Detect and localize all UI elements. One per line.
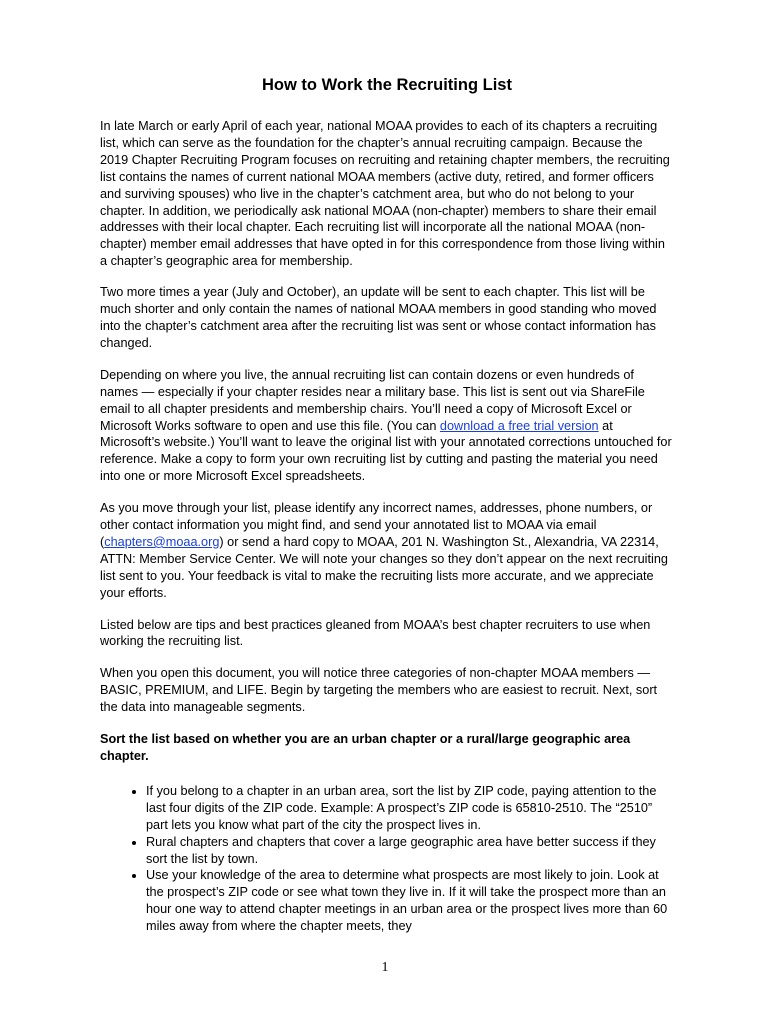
- paragraph-list-size: [100, 367, 674, 485]
- tips-list: [100, 783, 674, 935]
- paragraph-corrections: [100, 500, 674, 601]
- email-link[interactable]: chapters@moaa.org: [104, 534, 220, 549]
- page-title: How to Work the Recruiting List: [262, 76, 512, 94]
- paragraph-list-size-text-1: Depending on where you live, the annual recruiting list can contain dozens or even hundreds of names — especially if your chapter resides near a military base. This list is sent out via ShareFile email to all chapter presidents and membership chairs. You’ll need a copy of Microsoft Excel or Microsoft Works software to open and use this file. (You can: [100, 367, 645, 433]
- list-item: • Rural chapters and chapters that cover a large geographic area have better success if they sort the list by town.: [146, 834, 674, 868]
- list-item: • Use your knowledge of the area to determine what prospects are most likely to join. Look at the prospect’s ZIP code or see what town they live in. If it will take the prospect more than an hour one way to attend chapter meetings in an urban area or the prospect lives more than 60 miles away from where the chapter meets, they: [146, 867, 674, 935]
- list-item: • If you belong to a chapter in an urban area, sort the list by ZIP code, paying attention to the last four digits of the ZIP code. Example: A prospect’s ZIP code is 65810-2510. The “2510” part lets you know what part of the city the prospect lives in.: [146, 783, 674, 834]
- paragraph-list-size-text-2: at Microsoft’s website.) You’ll want to leave the original list with your annotated corrections untouched for reference. Make a copy to form your own recruiting list by cutting and pasting the material you need into one or more Microsoft Excel spreadsheets.: [100, 418, 672, 484]
- paragraph-tips-intro: Listed below are tips and best practices gleaned from MOAA’s best chapter recruiters to use when working the recruiting list.: [100, 617, 651, 649]
- paragraph-updates: Two more times a year (July and October), an update will be sent to each chapter. This list will be much shorter and only contain the names of national MOAA members in good standing who moved into the chapter’s catchment area after the recruiting list was sent or whose contact information has changed.: [100, 285, 657, 350]
- paragraph-corrections-text-2: ) or send a hard copy to MOAA, 201 N. Washington St., Alexandria, VA 22314, ATTN: Member Service Center. We will note your changes so they don’t appear on the next recruiting list sent to you. Your feedback is vital to make the recruiting lists more accurate, and we appreciate your efforts.: [100, 534, 668, 600]
- page-number: 1: [381, 960, 389, 975]
- paragraph-intro: In late March or early April of each year, national MOAA provides to each of its chapters a recruiting list, which can serve as the foundation for the chapter’s annual recruiting campaign. Because the 2019 Chapter Recruiting Program focuses on recruiting and retaining chapter members, the recruiting list contains the names of current national MOAA members (active duty, retired, and former officers and surviving spouses) who live in the chapter’s catchment area, but who do not belong to your chapter. In addition, we periodically ask national MOAA (non-chapter) members to share their email addresses with their local chapter. Each recruiting list will incorporate all the national MOAA (non-chapter) member email addresses that have opted in for this correspondence from those living within a chapter’s geographic area for membership.: [100, 119, 670, 269]
- paragraph-categories: When you open this document, you will notice three categories of non-chapter MOAA members — BASIC, PREMIUM, and LIFE. Begin by targeting the members who are easiest to recruit. Next, sort the data into manageable segments.: [100, 666, 658, 715]
- download-trial-link[interactable]: download a free trial version: [439, 418, 599, 433]
- section-heading: Sort the list based on whether you are an urban chapter or a rural/large geographic area chapter.: [100, 732, 631, 763]
- paragraph-corrections-text-1: As you move through your list, please identify any incorrect names, addresses, phone numbers, or other contact information you might find, and send your annotated list to MOAA via email (: [100, 501, 653, 549]
